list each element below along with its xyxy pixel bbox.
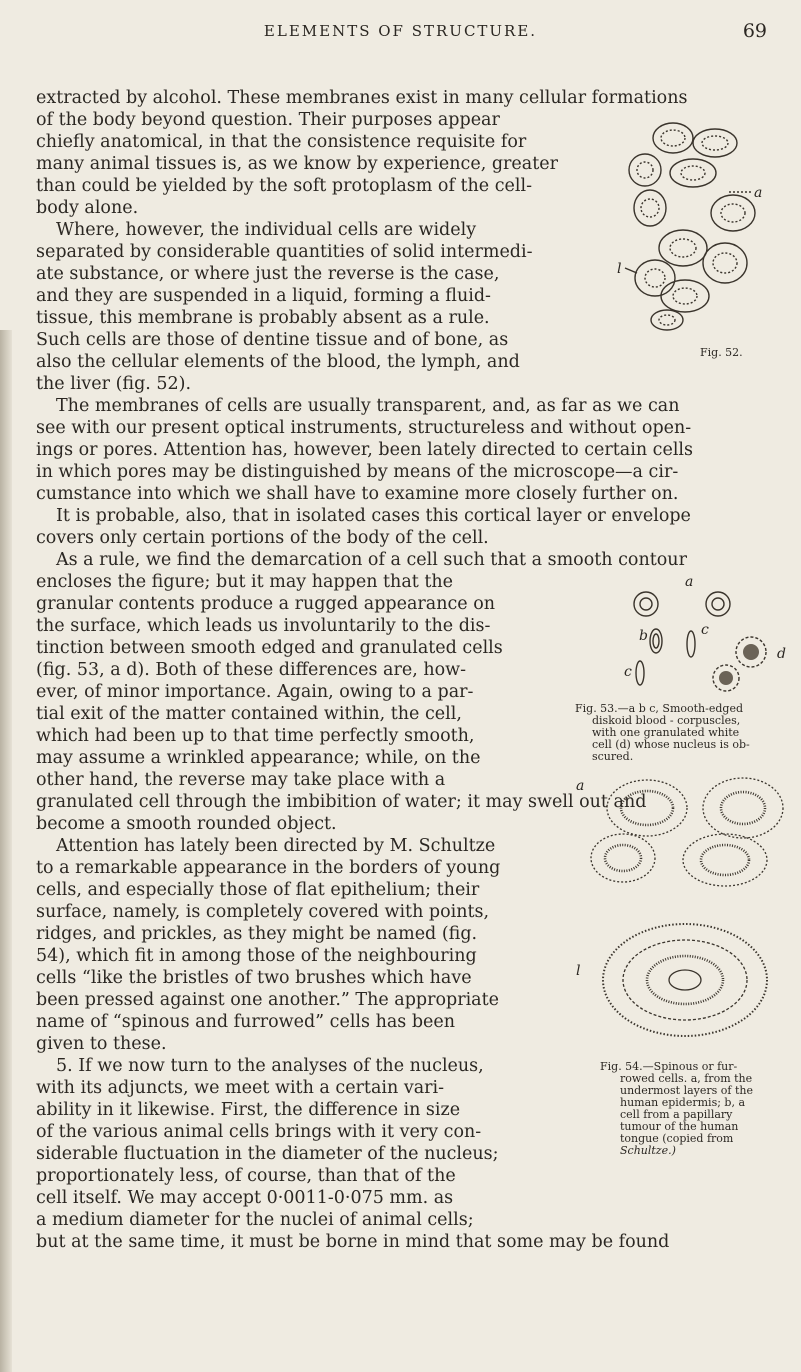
fig52-label-a: a xyxy=(754,185,763,201)
body-line: As a rule, we find the demarcation of a cell such that a smooth contour xyxy=(56,550,687,570)
fig52-cell xyxy=(711,195,755,231)
body-line: a medium diameter for the nuclei of animal cells; xyxy=(36,1210,474,1230)
fig54-spinous-cell-mid-right xyxy=(683,834,767,886)
body-line: given to these. xyxy=(36,1034,167,1054)
body-line: and they are suspended in a liquid, forming a fluid- xyxy=(36,286,491,306)
body-line: tial exit of the matter contained within, the cell, xyxy=(36,704,462,724)
fig54-caption-line: tumour of the human xyxy=(620,1120,739,1133)
body-line: cells “like the bristles of two brushes which have xyxy=(36,968,472,988)
fig53-label-d: d xyxy=(777,646,786,662)
body-line: may assume a wrinkled appearance; while, on the xyxy=(36,748,481,768)
body-line: separated by considerable quantities of solid intermedi- xyxy=(36,242,533,262)
body-line: Attention has lately been directed by M. Schultze xyxy=(56,836,496,856)
running-header xyxy=(0,22,801,46)
fig53-label-c: c xyxy=(701,622,709,638)
fig53-caption-line: Fig. 53.—a b c, Smooth-edged xyxy=(575,702,744,715)
fig53-corpuscle-tall xyxy=(650,629,662,653)
body-line: cell itself. We may accept 0·0011-0·075 mm. as xyxy=(36,1188,454,1208)
body-line: The membranes of cells are usually transparent, and, as far as we can xyxy=(56,396,680,416)
fig53-disk-b xyxy=(706,592,730,616)
figure-52-illustration xyxy=(555,108,790,368)
fig53-granulated-cell-d xyxy=(736,637,766,667)
page-number: 69 xyxy=(742,20,767,42)
body-line: 5. If we now turn to the analyses of the nucleus, xyxy=(56,1056,484,1076)
body-line: of the body beyond question. Their purposes appear xyxy=(36,110,500,130)
fig53-caption-line: with one granulated white xyxy=(592,726,740,739)
body-line: siderable fluctuation in the diameter of the nucleus; xyxy=(36,1144,499,1164)
fig52-cell xyxy=(703,243,747,283)
fig53-corpuscle-edge-low xyxy=(636,661,644,685)
fig53-caption-line: cell (d) whose nucleus is ob- xyxy=(592,738,750,751)
fig54-caption-line: Fig. 54.—Spinous or fur- xyxy=(600,1060,738,1073)
fig53-caption-line: scured. xyxy=(592,750,634,763)
body-line: proportionately less, of course, than that of the xyxy=(36,1166,456,1186)
body-line: tinction between smooth edged and granulated cells xyxy=(36,638,503,658)
body-line: Where, however, the individual cells are widely xyxy=(56,220,477,240)
fig52-label-l: l xyxy=(617,261,622,277)
body-line: extracted by alcohol. These membranes exist in many cellular formations xyxy=(36,88,688,108)
body-line: 54), which fit in among those of the neighbouring xyxy=(36,946,477,966)
fig53-label-c-lower: c xyxy=(624,664,632,680)
body-line: ings or pores. Attention has, however, been lately directed to certain cells xyxy=(36,440,694,460)
fig52-cell xyxy=(659,230,707,266)
body-line: than could be yielded by the soft protoplasm of the cell- xyxy=(36,176,532,196)
fig54-caption-line: cell from a papillary xyxy=(620,1108,733,1121)
body-line: granulated cell through the imbibition of water; it may swell out and xyxy=(36,792,647,812)
body-line: name of “spinous and furrowed” cells has been xyxy=(36,1012,456,1032)
body-line: It is probable, also, that in isolated cases this cortical layer or envelope xyxy=(56,506,691,526)
fig53-caption-line: diskoid blood - corpuscles, xyxy=(592,714,741,727)
body-line: cumstance into which we shall have to examine more closely further on. xyxy=(36,484,679,504)
fig54-spinous-cell-mid-left xyxy=(591,834,655,882)
fig54-caption-line: tongue (copied from xyxy=(620,1132,734,1145)
body-line: granular contents produce a rugged appearance on xyxy=(36,594,496,614)
body-line: also the cellular elements of the blood, the lymph, and xyxy=(36,352,520,372)
fig52-cell xyxy=(634,190,666,226)
body-line: surface, namely, is completely covered with points, xyxy=(36,902,490,922)
fig53-corpuscle-edge xyxy=(687,631,695,657)
fig52-caption: Fig. 52. xyxy=(700,346,743,359)
body-line: tissue, this membrane is probably absent as a rule. xyxy=(36,308,490,328)
body-line: covers only certain portions of the body of the cell. xyxy=(36,528,489,548)
body-line: ate substance, or where just the reverse is the case, xyxy=(36,264,500,284)
body-line: become a smooth rounded object. xyxy=(36,814,337,834)
fig54-caption-line: Schultze.) xyxy=(620,1144,676,1157)
figure-54-illustration xyxy=(575,760,795,1050)
body-line: Such cells are those of dentine tissue and of bone, as xyxy=(36,330,509,350)
body-line: many animal tissues is, as we know by experience, greater xyxy=(36,154,558,174)
figure-53-illustration xyxy=(555,574,795,702)
body-line: with its adjuncts, we meet with a certain vari- xyxy=(36,1078,445,1098)
fig53-label-a: a xyxy=(685,574,694,590)
fig54-caption-line: rowed cells. a, from the xyxy=(620,1072,753,1085)
page-gutter-shadow xyxy=(0,330,12,1372)
fig52-leader-l xyxy=(625,268,637,273)
fig52-cell xyxy=(651,310,683,330)
body-line: to a remarkable appearance in the borders of young xyxy=(36,858,501,878)
body-line: ability in it likewise. First, the difference in size xyxy=(36,1100,461,1120)
body-line: encloses the figure; but it may happen that the xyxy=(36,572,454,592)
fig52-cell xyxy=(629,154,661,186)
fig52-cell xyxy=(670,159,716,187)
body-line: see with our present optical instruments, structureless and without open- xyxy=(36,418,692,438)
fig53-granulated-cell xyxy=(713,665,739,691)
body-line: cells, and especially those of flat epithelium; their xyxy=(36,880,480,900)
body-line: ridges, and prickles, as they might be named (fig. xyxy=(36,924,478,944)
fig53-disk-a xyxy=(634,592,658,616)
body-line: been pressed against one another.” The appropriate xyxy=(36,990,499,1010)
running-title: ELEMENTS OF STRUCTURE. xyxy=(263,22,538,40)
fig54-label-a: a xyxy=(576,778,585,794)
body-line: the liver (fig. 52). xyxy=(36,374,192,394)
fig54-papillary-tumour-cell xyxy=(603,924,767,1036)
fig54-label-l: l xyxy=(576,963,581,979)
fig54-caption-line: human epidermis; b, a xyxy=(620,1096,746,1109)
body-line: other hand, the reverse may take place with a xyxy=(36,770,446,790)
body-line: body alone. xyxy=(36,198,139,218)
fig54-spinous-cell-upper-left xyxy=(607,780,687,836)
body-line: chiefly anatomical, in that the consistence requisite for xyxy=(36,132,527,152)
body-line: the surface, which leads us involuntarily to the dis- xyxy=(36,616,491,636)
fig53-label-b: b xyxy=(639,628,648,644)
body-line: ever, of minor importance. Again, owing to a par- xyxy=(36,682,474,702)
fig54-caption-line: undermost layers of the xyxy=(620,1084,753,1097)
body-line: of the various animal cells brings with it very con- xyxy=(36,1122,482,1142)
body-line: but at the same time, it must be borne in mind that some may be found xyxy=(36,1232,670,1252)
fig52-cell xyxy=(693,129,737,157)
fig52-cell xyxy=(653,123,693,153)
body-line: in which pores may be distinguished by means of the microscope—a cir- xyxy=(36,462,679,482)
body-line: (fig. 53, a d). Both of these differences are, how- xyxy=(36,660,467,680)
fig52-cell xyxy=(635,260,675,296)
fig52-cell xyxy=(661,280,709,312)
body-line: which had been up to that time perfectly smooth, xyxy=(36,726,475,746)
fig54-spinous-cell-upper-right xyxy=(703,778,783,838)
